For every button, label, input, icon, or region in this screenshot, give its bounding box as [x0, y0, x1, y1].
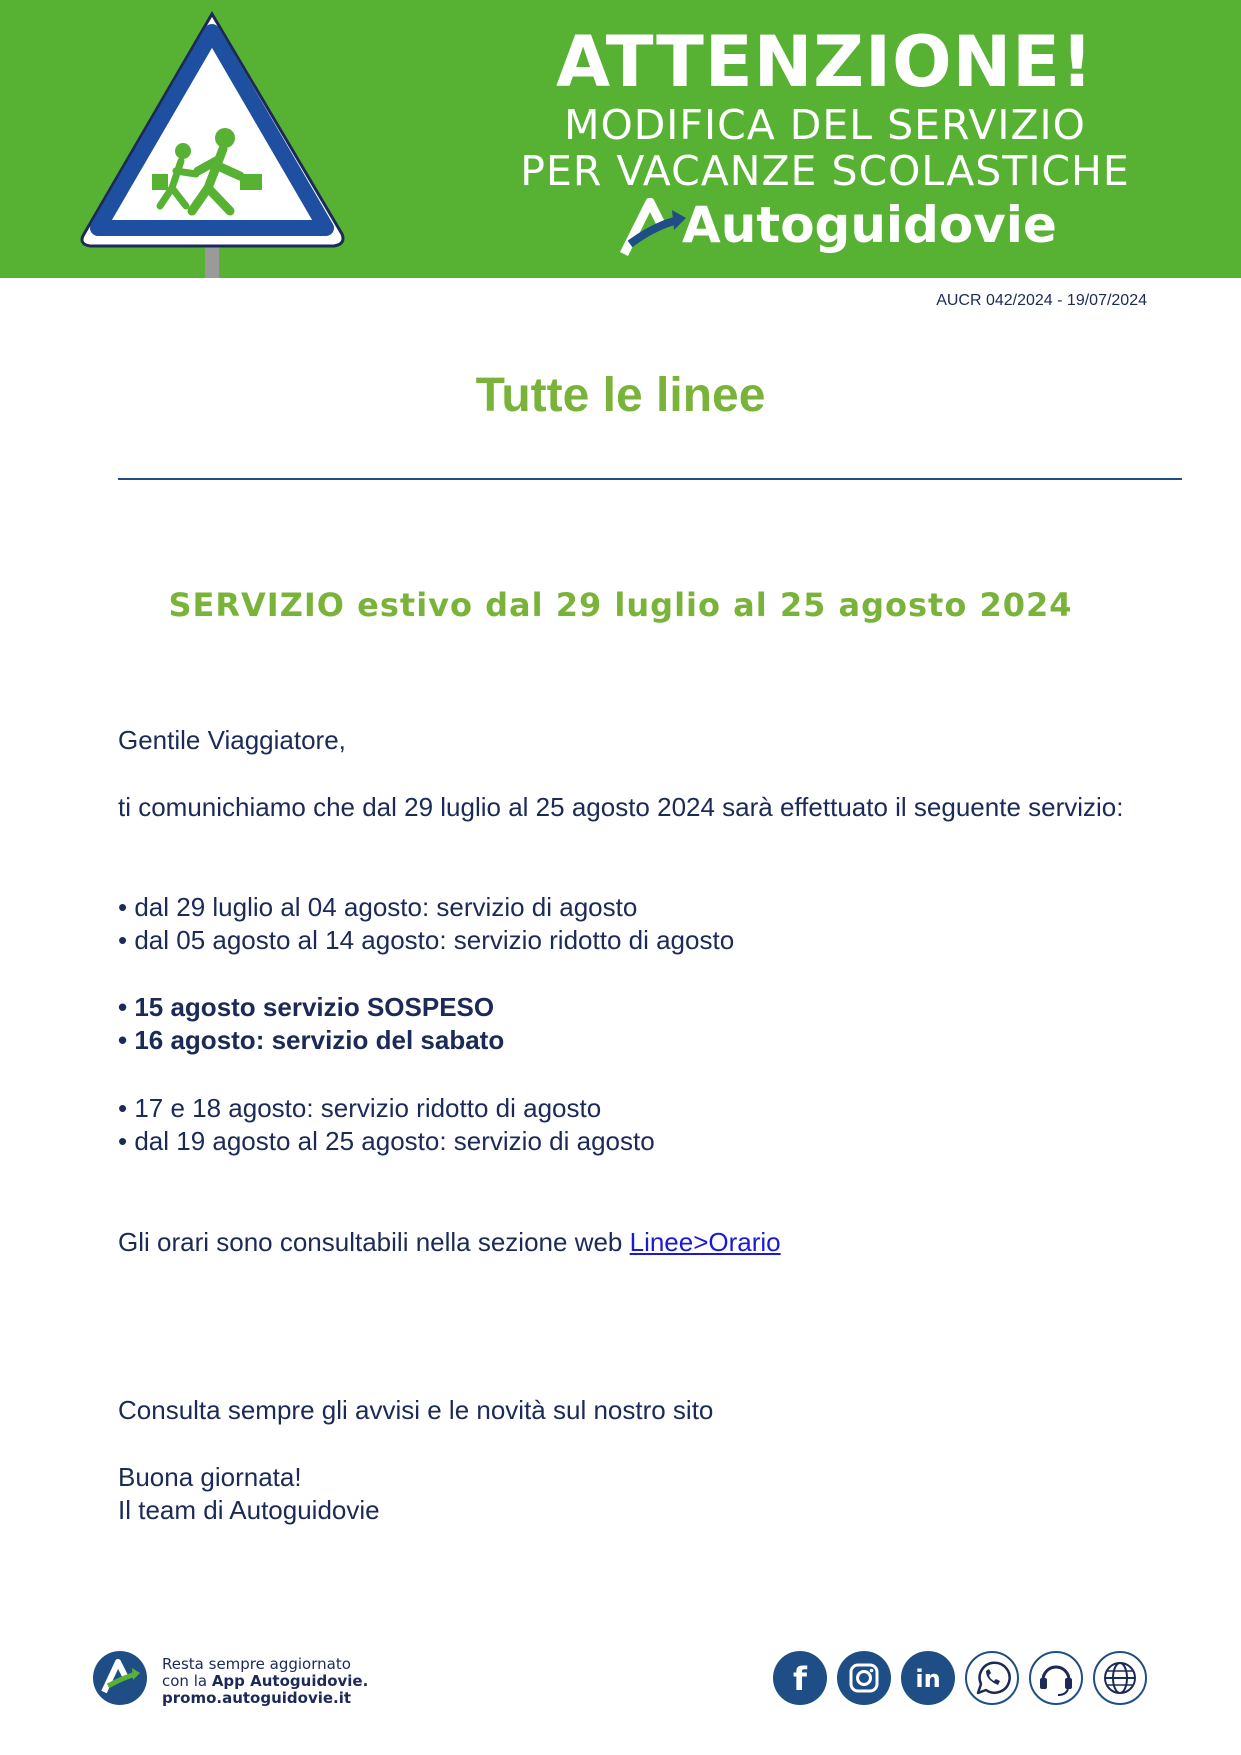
- service-subtitle: SERVIZIO estivo dal 29 luglio al 25 agosto 2024: [168, 586, 1073, 624]
- banner-headline-block: [470, 22, 1180, 194]
- timetable-paragraph: [118, 1226, 1128, 1259]
- reference-code: AUCR 042/2024 - 19/07/2024: [936, 292, 1147, 309]
- globe-icon[interactable]: [1092, 1650, 1148, 1706]
- banner-line1: MODIFICA DEL SERVIZIO: [564, 101, 1086, 149]
- social-links: [772, 1650, 1152, 1706]
- closing-signature: Il team di Autoguidovie: [118, 1495, 380, 1525]
- brand-arrow-icon: [620, 198, 690, 258]
- school-crossing-sign-icon: [80, 6, 350, 278]
- brand-logo: [620, 192, 1057, 262]
- title-divider: [118, 478, 1182, 480]
- headset-icon[interactable]: [1028, 1650, 1084, 1706]
- app-promo-line2: [162, 1673, 368, 1690]
- schedule-item: • dal 29 luglio al 04 agosto: servizio di agosto: [118, 892, 638, 922]
- app-promo-prefix: con la: [162, 1672, 212, 1690]
- banner-headline: ATTENZIONE!: [556, 21, 1094, 103]
- consult-paragraph: Consulta sempre gli avvisi e le novità sul nostro sito: [118, 1395, 714, 1425]
- app-promo-url-text[interactable]: promo.autoguidovie.it: [162, 1689, 352, 1707]
- schedule-item: • dal 05 agosto al 14 agosto: servizio ridotto di agosto: [118, 925, 735, 955]
- page-title: Tutte le linee: [475, 369, 766, 422]
- svg-text:in: in: [915, 1665, 941, 1693]
- app-logo-icon[interactable]: [92, 1650, 148, 1706]
- app-promo-app-name: App Autoguidovie.: [211, 1672, 369, 1690]
- schedule-item: • dal 19 agosto al 25 agosto: servizio di agosto: [118, 1126, 655, 1156]
- app-promo-line1: Resta sempre aggiornato: [162, 1655, 351, 1673]
- intro-paragraph: ti comunichiamo che dal 29 luglio al 25 agosto 2024 sarà effettuato il seguente servizio:: [118, 792, 1124, 822]
- schedule-item-highlight: • 16 agosto: servizio del sabato: [118, 1025, 505, 1055]
- linkedin-icon[interactable]: [900, 1650, 956, 1706]
- header-banner: [0, 0, 1241, 278]
- closing-greeting: Buona giornata!: [118, 1462, 302, 1492]
- timetable-text: Gli orari sono consultabili nella sezione web: [118, 1227, 630, 1257]
- whatsapp-icon[interactable]: [964, 1650, 1020, 1706]
- brand-name: Autoguidovie: [682, 196, 1057, 254]
- timetable-link[interactable]: Linee>Orario: [629, 1227, 781, 1257]
- app-promo-url[interactable]: [162, 1690, 368, 1707]
- schedule-item: • 17 e 18 agosto: servizio ridotto di agosto: [118, 1093, 602, 1123]
- app-promo: [92, 1650, 392, 1710]
- banner-line2: PER VACANZE SCOLASTICHE: [520, 147, 1130, 195]
- svg-text:f: f: [793, 1660, 807, 1698]
- schedule-item-highlight: • 15 agosto servizio SOSPESO: [118, 992, 495, 1022]
- greeting: Gentile Viaggiatore,: [118, 725, 346, 755]
- app-promo-text: [162, 1656, 368, 1707]
- instagram-icon[interactable]: [836, 1650, 892, 1706]
- facebook-icon[interactable]: [772, 1650, 828, 1706]
